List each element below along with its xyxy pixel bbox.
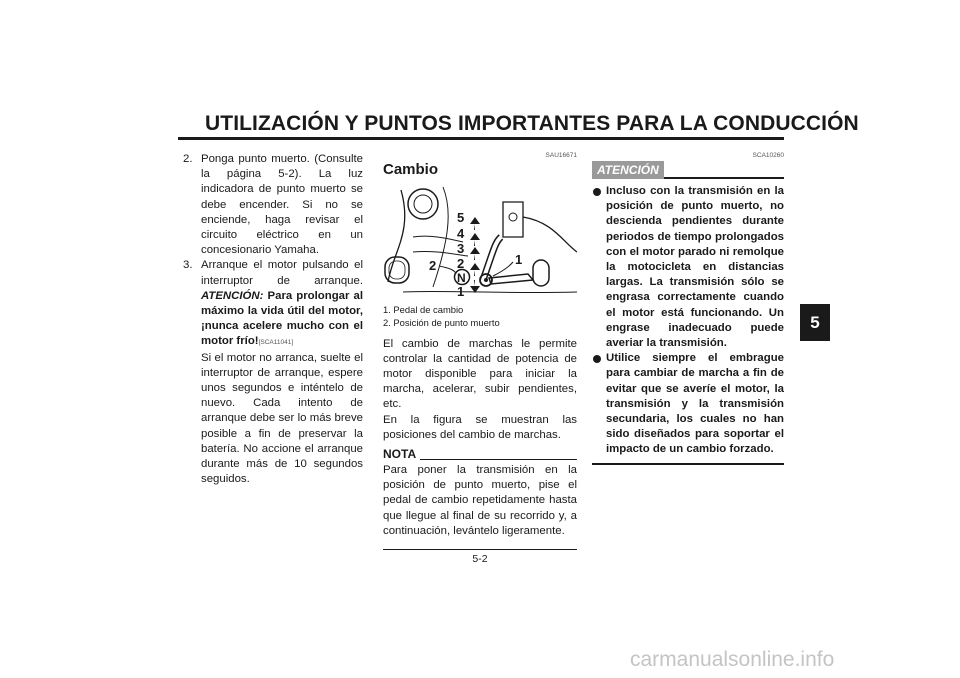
- list-item: [592, 184, 784, 351]
- title-rule: [178, 137, 784, 140]
- body-paragraph: El cambio de marchas le permite controlar la cantidad de potencia de motor disponible para iniciar la marcha, acelerar, subir pendientes, etc.: [383, 337, 577, 411]
- section-reference-code: SAU16671: [545, 152, 577, 159]
- callout-2: 2: [429, 258, 437, 273]
- note-rule: [420, 459, 577, 460]
- warning-label: ATENCIÓN:: [201, 289, 264, 302]
- figure-caption: 2. Posición de punto muerto: [383, 317, 500, 329]
- list-item: [592, 351, 784, 457]
- frame-tube: [523, 217, 577, 252]
- caution-end-rule: [592, 463, 784, 465]
- gear-label-5: 5: [457, 210, 465, 225]
- shift-pedal: [489, 274, 533, 284]
- page-title: UTILIZACIÓN Y PUNTOS IMPORTANTES PARA LA CONDUCCIÓN: [205, 112, 859, 135]
- callout-1-leader: [493, 262, 513, 276]
- down-arrow-icon: [470, 280, 480, 293]
- bullet-icon: [593, 355, 601, 363]
- gear-label-4: 4: [457, 226, 465, 241]
- note-text: Para poner la transmisión en la posición de punto muerto, pise el pedal de cambio repetidamente hasta que llegue al final de su recorrido y, a continuación, levántelo ligeramente.: [383, 464, 577, 537]
- list-item-number: 3.: [183, 259, 193, 272]
- bullet-icon: [593, 188, 601, 196]
- list-item-followup: Si el motor no arranca, suelte el interruptor de arranque, espere unos segundos e inténtelo de nuevo. Cada intento de arranque debe ser lo más breve posible a fin de preservar la batería. No accione el arranque durante más de 10 segundos seguidos.: [201, 351, 363, 486]
- engine-outline-left: [388, 190, 405, 282]
- ground-line: [403, 291, 577, 292]
- footpeg: [533, 260, 549, 286]
- caution-text: Incluso con la transmisión en la posición de punto muerto, no descienda pendientes durante periodos de tiempo prolongados con el motor parado ni remolque la motocicleta en distancias largas. La transmisión sólo se engrasa correctamente cuando el motor está funcionando. Un engrase inadecuado puede averiar la transmisión.: [606, 185, 784, 350]
- chapter-tab[interactable]: 5: [800, 304, 830, 341]
- list-item-text: [201, 258, 363, 350]
- up-arrow-icon: [470, 217, 480, 230]
- page-number: 5-2: [472, 553, 488, 565]
- caution-reference-code: SCA10260: [752, 152, 784, 159]
- up-arrow-icon: [470, 233, 480, 246]
- up-arrow-icon: [470, 263, 480, 276]
- list-item: [183, 152, 363, 258]
- caution-list: [592, 184, 784, 458]
- caution-text: Utilice siempre el embrague para cambiar de marcha a fin de evitar que se averíe el motor, la transmisión y la transmisión secundaria, los cuales no han sido diseñados para soportar el impacto de un cambio forzado.: [606, 352, 784, 456]
- note-end-rule: [383, 549, 577, 550]
- shift-pedal-figure: [383, 182, 577, 297]
- callout-1: 1: [515, 252, 523, 267]
- warning-text: Para prolongar al máximo la vida útil del motor, ¡nunca acelere mucho con el motor frío!: [201, 289, 364, 348]
- callout-2-leader: [439, 266, 456, 274]
- bracket-bolt: [509, 213, 517, 221]
- up-arrow-icon: [470, 247, 480, 260]
- gear-arrows: [470, 217, 480, 293]
- left-column: [183, 152, 363, 487]
- gear-label-1: 1: [457, 284, 465, 297]
- gear-label-2: 2: [457, 256, 465, 271]
- note-header: [383, 448, 577, 461]
- list-item-number: 2.: [183, 153, 193, 165]
- oil-filler-cap-inner: [414, 195, 432, 213]
- caution-rule: [664, 177, 784, 179]
- watermark[interactable]: carmanualsonline.info: [630, 648, 835, 671]
- caution-badge: ATENCIÓN: [592, 161, 664, 179]
- right-column: [592, 152, 784, 465]
- instruction-text: Arranque el motor pulsando el interruptor de arranque.: [201, 259, 363, 287]
- pedal-pivot-center: [484, 278, 488, 282]
- body-paragraph: En la figura se muestran las posiciones del cambio de marchas.: [383, 413, 577, 441]
- note-label: NOTA: [383, 447, 417, 462]
- gear-label-3: 3: [457, 241, 465, 256]
- list-item: [183, 258, 363, 487]
- list-item-text: Ponga punto muerto. (Consulte la página 5-2). La luz indicadora de punto muerto se debe encender. Si no se enciende, haga revisar el circuito eléctrico en un concesionario Yamaha.: [201, 153, 363, 257]
- gear-label-neutral: N: [457, 271, 466, 285]
- oil-filler-cap: [408, 189, 438, 219]
- reference-code: [SCA11041]: [258, 339, 294, 347]
- figure-caption: 1. Pedal de cambio: [383, 304, 464, 315]
- frame-bracket: [503, 202, 523, 237]
- caution-header: [592, 161, 784, 179]
- engine-case-line: [413, 236, 463, 242]
- section-title: Cambio: [383, 161, 439, 178]
- middle-column: [383, 152, 577, 550]
